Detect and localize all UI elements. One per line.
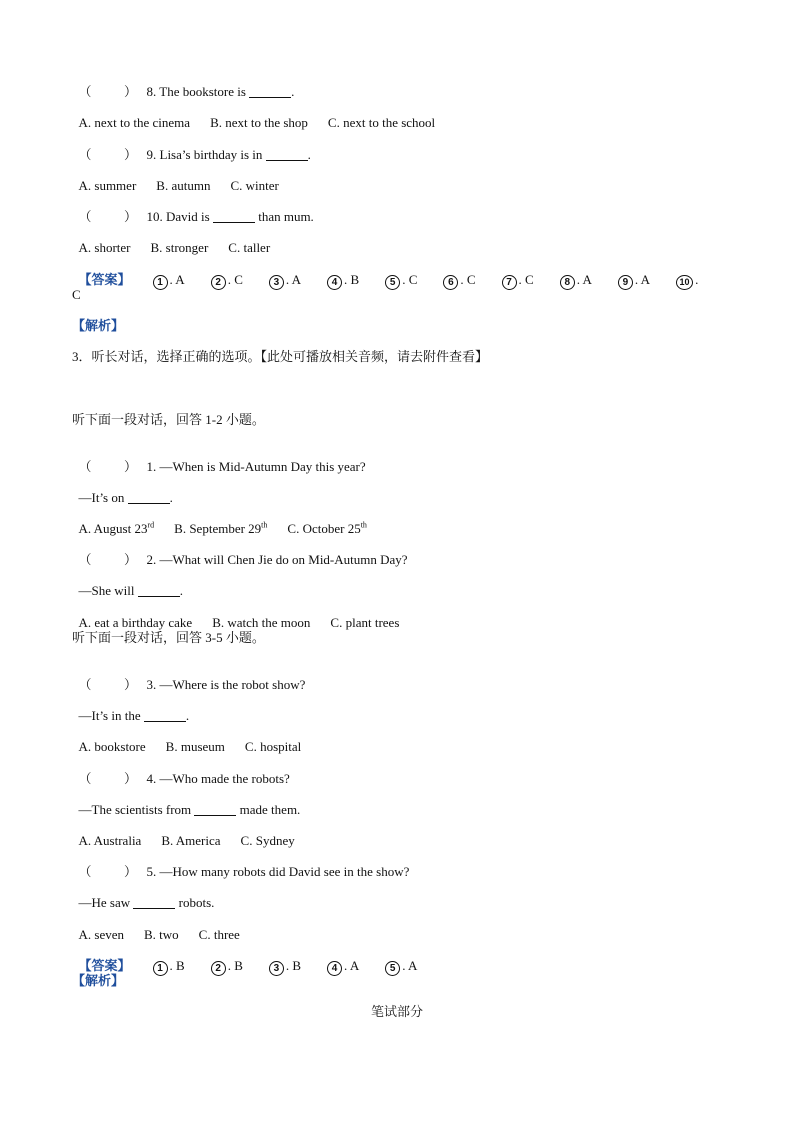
answer-key <box>72 942 443 976</box>
option: C. next to the school <box>327 115 436 130</box>
circled-number: 10 <box>676 275 693 290</box>
answer-item: 3 . B <box>269 958 301 976</box>
option: A. shorter <box>78 240 131 255</box>
answer-paren: （ ） <box>78 209 138 224</box>
answer-item: 9 . A <box>618 272 650 290</box>
option: B. watch the moon <box>212 615 311 630</box>
answer-key <box>72 256 698 290</box>
question-stem: 8. The bookstore is <box>146 84 250 99</box>
option: B. two <box>144 927 179 942</box>
question-stem: 1. —When is Mid-Autumn Day this year? <box>146 459 366 474</box>
answer-blank <box>213 210 255 223</box>
question-2-options <box>72 599 419 631</box>
circled-number: 3 <box>269 961 284 976</box>
option: C. winter <box>230 178 279 193</box>
circled-number: 2 <box>211 275 226 290</box>
answer-item: 7 . C <box>502 272 534 290</box>
answer-blank <box>144 709 186 722</box>
question-1-reply: —It’s on . <box>78 490 173 505</box>
question-3-options <box>72 723 321 755</box>
circled-number: 3 <box>269 275 284 290</box>
answer-item: 2 . C <box>211 272 243 290</box>
question-5-options <box>72 911 260 943</box>
answer-tag: 【答案】 <box>78 272 131 287</box>
section-instruction: 3．听长对话，选择正确的选项。【此处可播放相关音频，请去附件查看】 <box>72 349 489 364</box>
question-2 <box>72 536 408 568</box>
answer-item: 4 . B <box>327 272 359 290</box>
option: C. Sydney <box>240 833 295 848</box>
option: A. next to the cinema <box>78 115 191 130</box>
option: B. museum <box>165 739 225 754</box>
question-4-options <box>72 817 315 849</box>
question-9-options <box>72 162 299 194</box>
option: A. summer <box>78 178 137 193</box>
option: A. eat a birthday cake <box>78 615 193 630</box>
answer-paren: （ ） <box>78 771 138 786</box>
circled-number: 4 <box>327 275 342 290</box>
question-10-options <box>72 224 290 256</box>
answer-item: 10 . <box>676 272 698 290</box>
answer-item: 3 . A <box>269 272 301 290</box>
answer-blank <box>128 491 170 504</box>
circled-number: 6 <box>443 275 458 290</box>
option: B. September 29th <box>174 520 268 536</box>
answer-blank <box>133 896 175 909</box>
question-8: （ ） 8. The bookstore is . <box>78 84 295 99</box>
question-stem: 9. Lisa’s birthday is in <box>146 147 266 162</box>
question-1-options <box>72 505 387 537</box>
answer-paren: （ ） <box>78 84 138 99</box>
answer-item: 5 . A <box>385 958 417 976</box>
answer-blank <box>138 584 180 597</box>
option: B. America <box>161 833 221 848</box>
answer-paren: （ ） <box>78 864 138 879</box>
question-stem: 2. —What will Chen Jie do on Mid-Autumn Day? <box>146 552 408 567</box>
circled-number: 2 <box>211 961 226 976</box>
question-5-reply: —He saw robots. <box>78 895 215 910</box>
dialog-intro: 听下面一段对话，回答 3-5 小题。 <box>72 630 265 645</box>
answer-tag: 【答案】 <box>78 958 131 973</box>
answer-item: 5 . C <box>385 272 417 290</box>
answer-paren: （ ） <box>78 147 138 162</box>
circled-number: 5 <box>385 275 400 290</box>
question-stem: 10. David is <box>146 209 213 224</box>
answer-blank <box>194 803 236 816</box>
question-1 <box>72 443 366 475</box>
answer-wrap: C <box>72 287 81 302</box>
option: C. three <box>198 927 240 942</box>
answer-paren: （ ） <box>78 552 138 567</box>
option: C. October 25th <box>287 520 367 536</box>
question-8-options <box>72 99 455 131</box>
question-2-reply: —She will . <box>78 583 183 598</box>
question-stem: 4. —Who made the robots? <box>146 771 290 786</box>
answer-paren: （ ） <box>78 677 138 692</box>
dialog-intro: 听下面一段对话，回答 1-2 小题。 <box>72 412 265 427</box>
analysis-heading: 【解析】 <box>72 973 125 988</box>
answer-item: 2 . B <box>211 958 243 976</box>
section-heading: 笔试部分 <box>370 1004 423 1019</box>
answer-item: 1 . A <box>153 272 185 290</box>
option: B. stronger <box>150 240 209 255</box>
question-5 <box>72 848 409 880</box>
question-stem: 3. —Where is the robot show? <box>146 677 306 692</box>
question-3 <box>72 661 305 693</box>
analysis-heading: 【解析】 <box>72 318 125 333</box>
circled-number: 9 <box>618 275 633 290</box>
option: C. plant trees <box>330 615 400 630</box>
option: A. August 23rd <box>78 520 155 536</box>
circled-number: 8 <box>560 275 575 290</box>
option: C. hospital <box>244 739 302 754</box>
circled-number: 1 <box>153 275 168 290</box>
option: B. next to the shop <box>210 115 308 130</box>
answer-paren: （ ） <box>78 459 138 474</box>
answer-blank <box>249 85 291 98</box>
question-4-reply: —The scientists from made them. <box>78 802 301 817</box>
answer-item: 8 . A <box>560 272 592 290</box>
answer-blank <box>266 148 308 161</box>
option: B. autumn <box>156 178 211 193</box>
question-10: （ ） 10. David is than mum. <box>78 209 314 224</box>
option: C. taller <box>228 240 271 255</box>
question-4 <box>72 755 290 787</box>
question-stem: 5. —How many robots did David see in the show? <box>146 864 410 879</box>
option: A. bookstore <box>78 739 146 754</box>
option: A. Australia <box>78 833 142 848</box>
option: A. seven <box>78 927 124 942</box>
circled-number: 1 <box>153 961 168 976</box>
answer-item: 6 . C <box>443 272 475 290</box>
circled-number: 4 <box>327 961 342 976</box>
circled-number: 7 <box>502 275 517 290</box>
question-9: （ ） 9. Lisa’s birthday is in . <box>78 147 311 162</box>
circled-number: 5 <box>385 961 400 976</box>
answer-item: 1 . B <box>153 958 185 976</box>
question-3-reply: —It’s in the . <box>78 708 190 723</box>
answer-item: 4 . A <box>327 958 359 976</box>
